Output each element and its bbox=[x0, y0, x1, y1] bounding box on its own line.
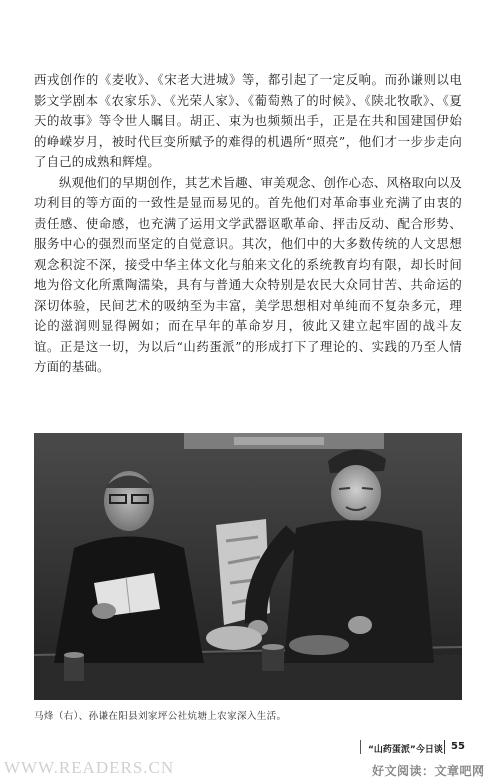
watermark-site: 好文阅读：文章吧网 bbox=[372, 764, 485, 778]
watermark-url: WWW.READERS.CN bbox=[4, 758, 175, 777]
footer-rule bbox=[360, 740, 361, 754]
photo-caption: 马烽（右）、孙谦在阳县刘家坪公社炕塘上农家深入生活。 bbox=[34, 711, 287, 722]
body-text bbox=[34, 70, 462, 378]
paragraph-1: 西戎创作的《麦收》、《宋老大进城》等，都引起了一定反响。而孙谦则以电影文学剧本《农家乐》、《光荣人家》、《葡萄熟了的时候》、《陕北牧歌》、《夏天的故事》等令世人瞩目。胡正、束为也频频出手，正是在共和国建国伊始的峥嵘岁月，被时代巨变所赋予的难得的机遇所“照亮”，他们才一步步走向了自己的成熟和辉煌。 bbox=[34, 72, 462, 169]
black-white-photo bbox=[34, 433, 462, 700]
paragraph-2: 纵观他们的早期创作，其艺术旨趣、审美观念、创作心态、风格取向以及功利目的等方面的一致性是显而易见的。首先他们对革命事业充满了由衷的责任感、使命感，也充满了运用文学武器讴歌革命、抨击反动、配合形势、服务中心的强烈而坚定的自觉意识。其次，他们中的大多数传统的人文思想观念积淀不深，接受中华主体文化与舶来文化的系统教育均有限，却长时间地为俗文化所熏陶濡染，具有与普通大众特别是农民大众同甘苦、共命运的深切体验，民间艺术的吸纳至为丰富，美学思想相对单纯而不复杂多元，理论的滋润则显得阙如；而在早年的革命岁月，彼此又建立起牢固的战斗友谊。正是这一切，为以后“山药蛋派”的形成打下了理论的、实践的乃至人情方面的基础。 bbox=[34, 174, 462, 374]
photo-illustration bbox=[34, 433, 462, 700]
page-number: 55 bbox=[451, 741, 465, 752]
running-footer-title: “山药蛋派”今日谈 bbox=[368, 745, 443, 755]
footer-divider bbox=[444, 740, 445, 754]
